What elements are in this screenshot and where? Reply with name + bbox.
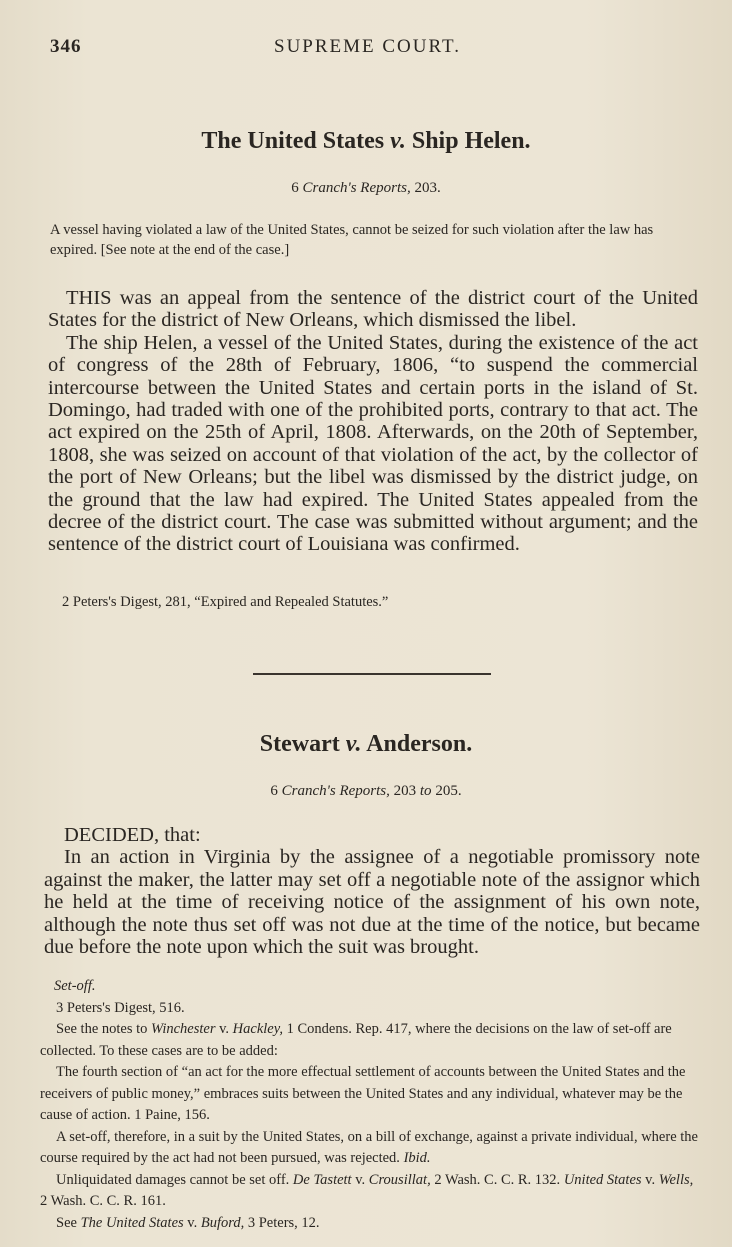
headnote-helen: A vessel having violated a law of the United States, cannot be seized for such violation after the law has expired. [See note at the end of the case.] — [50, 222, 654, 258]
page-number: 346 — [50, 36, 82, 57]
note-fourth-section: The fourth section of “an act for the more effectual settlement of accounts between the United States and the receivers of public money,” embraces suits between the United States and any individual, whatever may be the cause of action. 1 Paine, 156. — [40, 1064, 686, 1123]
note-bill-of-exchange: A set-off, therefore, in a suit by the United States, on a bill of exchange, against a private individual, where the course required by the act had not been pursued, was rejected. Ibid. — [40, 1128, 698, 1166]
case-title-stewart: Stewart v. Anderson. — [259, 731, 473, 757]
setoff-digest: 3 Peters's Digest, 516. — [56, 999, 185, 1016]
holding-text: In an action in Virginia by the assignee of a negotiable promissory note against the maker, the latter may set off a negotiable note of the assignor which he held at the time of receiving notice of the assignment of his own note, although the note thus set off was not due at the time of the notice, but became due before the note upon which the suit was brought. — [44, 846, 700, 959]
section-divider — [253, 673, 491, 675]
citation-helen: 6 Cranch's Reports, 203. — [291, 180, 441, 196]
opinion-helen — [48, 287, 698, 556]
digest-reference-helen: 2 Peters's Digest, 281, “Expired and Repealed Statutes.” — [62, 594, 389, 610]
paragraph-facts: The ship Helen, a vessel of the United States, during the existence of the act of congress of the 28th of February, 1806, “to suspend the commercial intercourse between the United States and certain ports in the island of St. Domingo, had traded with one of the prohibited ports, contrary to that act. The act expired on the 25th of April, 1808. Afterwards, on the 20th of September, 1808, she was seized on account of that violation of the act, by the collector of the port of New Orleans; but the libel was dismissed by the district judge, on the ground that the law had expired. The United States appealed from the decree of the district court. The case was submitted without argument; and the sentence of the district court of Louisiana was confirmed. — [48, 331, 698, 556]
setoff-label: Set-off. — [54, 978, 96, 994]
annotations — [40, 976, 700, 1234]
note-unliquidated-damages: Unliquidated damages cannot be set off. De Tastett v. Crousillat, 2 Wash. C. C. R. 132. United States v. Wells, 2 Wash. C. C. R. 161. — [40, 1171, 694, 1209]
note-buford: See The United States v. Buford, 3 Peters, 12. — [56, 1214, 320, 1231]
case-title-helen: The United States v. Ship Helen. — [201, 128, 531, 154]
decided-label: DECIDED, that: — [64, 824, 201, 846]
holding-stewart — [44, 824, 700, 958]
page-header — [44, 36, 684, 64]
paragraph-appeal: THIS was an appeal from the sentence of the district court of the United States for the district of New Orleans, which dismissed the libel. — [48, 287, 698, 332]
running-head: SUPREME COURT. — [274, 36, 461, 57]
citation-stewart: 6 Cranch's Reports, 203 to 205. — [270, 783, 462, 799]
note-winchester: See the notes to Winchester v. Hackley, 1 Condens. Rep. 417, where the decisions on the law of set-off are collected. To these cases are to be added: — [40, 1021, 672, 1059]
